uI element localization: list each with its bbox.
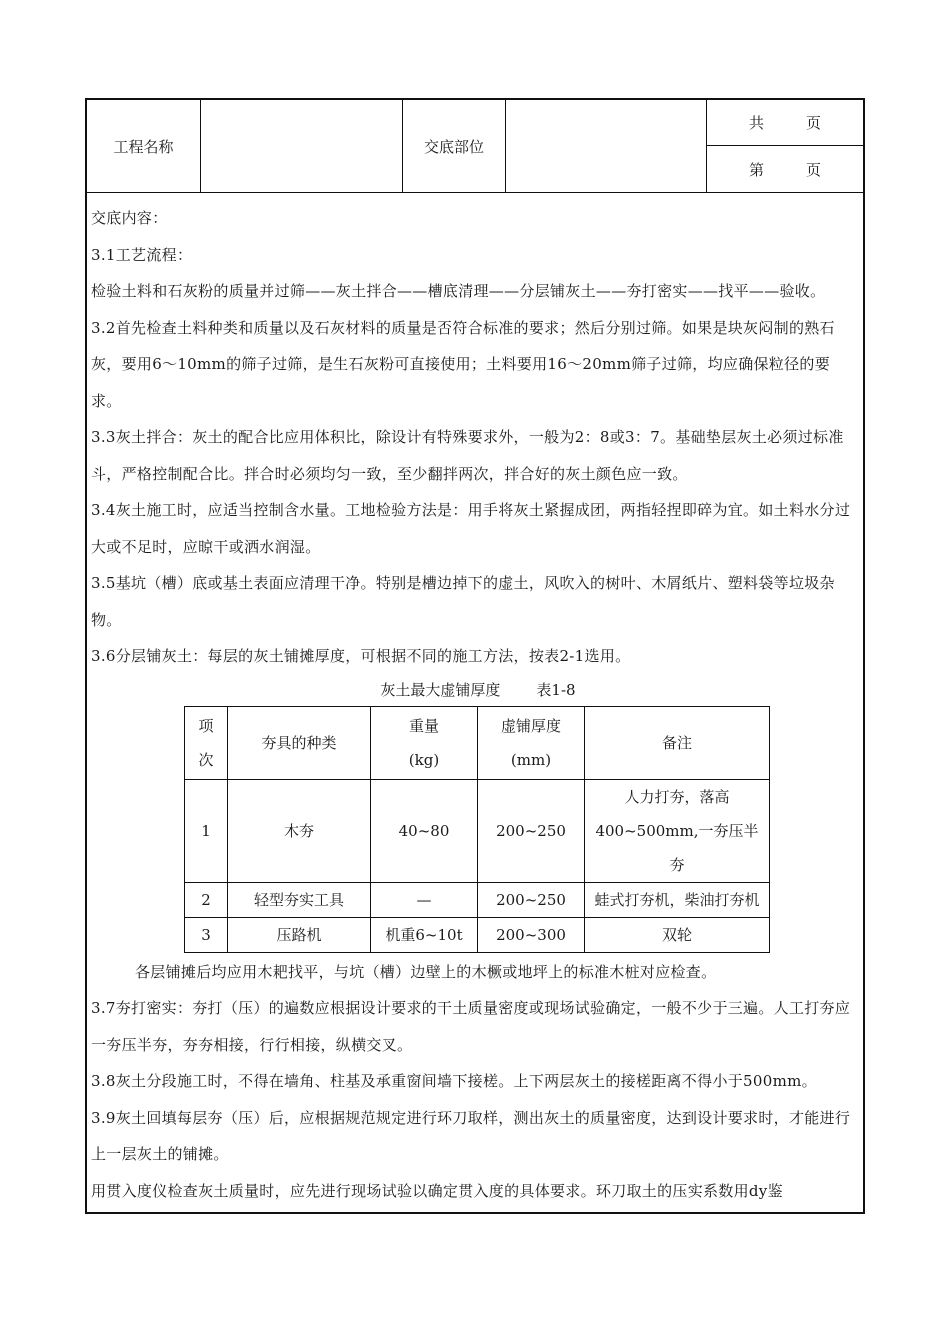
cell-no: 3 xyxy=(185,917,228,952)
page-unit: 页 xyxy=(806,160,822,179)
penetration-test-note: 用贯入度仪检查灰土质量时，应先进行现场试验以确定贯入度的具体要求。环刀取土的压实系数用dy鉴 xyxy=(91,1181,783,1200)
cell-thickness: 200~250 xyxy=(478,779,585,882)
total-page-unit: 页 xyxy=(806,114,822,132)
cell-type: 木夯 xyxy=(228,779,371,882)
project-name-label: 工程名称 xyxy=(87,100,201,192)
cell-no: 1 xyxy=(185,779,228,882)
cell-note: 蛙式打夯机，柴油打夯机 xyxy=(585,882,770,917)
cell-type: 压路机 xyxy=(228,917,371,952)
section-field[interactable] xyxy=(506,100,707,192)
header-thickness: 虚铺厚度 (mm) xyxy=(478,706,585,779)
cell-type: 轻型夯实工具 xyxy=(228,882,371,917)
table-title: 灰土最大虚铺厚度 xyxy=(380,680,501,699)
cell-note: 人力打夯，落高 400~500mm,一夯压半夯 xyxy=(585,779,770,882)
content-intro: 交底内容： xyxy=(91,209,168,227)
table-caption xyxy=(91,675,859,705)
disclosure-content xyxy=(91,200,859,1209)
section-3-1-body: 检验土料和石灰粉的质量并过筛——灰土拌合——槽底清理——分层铺灰土——夯打密实——找平——验收。 xyxy=(91,282,826,300)
section-3-7: 3.7夯打密实：夯打（压）的遍数应根据设计要求的干土质量密度或现场试验确定，一般不少于三遍。人工打夯应一夯压半夯，夯夯相接，行行相接，纵横交叉。 xyxy=(91,999,851,1054)
total-label: 共 xyxy=(748,114,764,132)
header-notes: 备注 xyxy=(585,706,770,779)
cell-weight: — xyxy=(371,882,478,917)
cell-weight: 40~80 xyxy=(371,779,478,882)
header-tamper-type: 夯具的种类 xyxy=(228,706,371,779)
section-label: 交底部位 xyxy=(403,100,506,192)
cell-note: 双轮 xyxy=(585,917,770,952)
table-row xyxy=(185,882,770,917)
section-3-9: 3.9灰土回填每层夯（压）后，应根据规范规定进行环刀取样，测出灰土的质量密度，达到设计要求时，才能进行上一层灰土的铺摊。 xyxy=(91,1108,851,1163)
section-3-5: 3.5基坑（槽）底或基土表面应清理干净。特别是槽边掉下的虚土，风吹入的树叶、木屑纸片、塑料袋等垃圾杂物。 xyxy=(91,574,835,629)
project-name-field[interactable] xyxy=(201,100,403,192)
total-pages-row xyxy=(707,100,863,146)
cell-thickness: 200~250 xyxy=(478,882,585,917)
table-header-row xyxy=(185,706,770,779)
section-3-4: 3.4灰土施工时，应适当控制含水量。工地检验方法是：用手将灰土紧握成团，两指轻捏即碎为宜。如土料水分过大或不足时，应晾干或洒水润湿。 xyxy=(91,501,851,556)
disclosure-form xyxy=(85,98,865,1214)
form-header xyxy=(87,100,863,193)
table-number: 表1-8 xyxy=(536,680,576,699)
table-row xyxy=(185,779,770,882)
header-item-no: 项 次 xyxy=(185,706,228,779)
section-3-8: 3.8灰土分段施工时，不得在墙角、柱基及承重窗间墙下接槎。上下两层灰土的接槎距离不得小于500mm。 xyxy=(91,1072,817,1090)
cell-no: 2 xyxy=(185,882,228,917)
thickness-table xyxy=(184,706,770,953)
table-row xyxy=(185,917,770,952)
section-3-1-title: 3.1工艺流程： xyxy=(91,245,193,264)
section-3-3: 3.3灰土拌合：灰土的配合比应用体积比，除设计有特殊要求外，一般为2：8或3：7。基础垫层灰土必须过标准斗，严格控制配合比。拌合时必须均匀一致，至少翻拌两次，拌合好的灰土颜色应一致。 xyxy=(91,428,844,483)
after-table-note: 各层铺摊后均应用木耙找平，与坑（槽）边壁上的木橛或地坪上的标准木桩对应检查。 xyxy=(135,962,717,981)
cell-weight: 机重6~10t xyxy=(371,917,478,952)
page-label: 第 xyxy=(748,160,764,179)
page-number-row xyxy=(707,146,863,192)
section-3-6: 3.6分层铺灰土：每层的灰土铺摊厚度，可根据不同的施工方法，按表2-1选用。 xyxy=(91,647,631,665)
header-weight: 重量 (kg) xyxy=(371,706,478,779)
cell-thickness: 200~300 xyxy=(478,917,585,952)
section-3-2: 3.2首先检查土料种类和质量以及石灰材料的质量是否符合标准的要求；然后分别过筛。如果是块灰闷制的熟石灰，要用6～10mm的筛子过筛，是生石灰粉可直接使用；土料要用16～20mm筛子过筛，均应确保粒径的要求。 xyxy=(91,318,835,410)
page-count-block xyxy=(707,100,863,192)
